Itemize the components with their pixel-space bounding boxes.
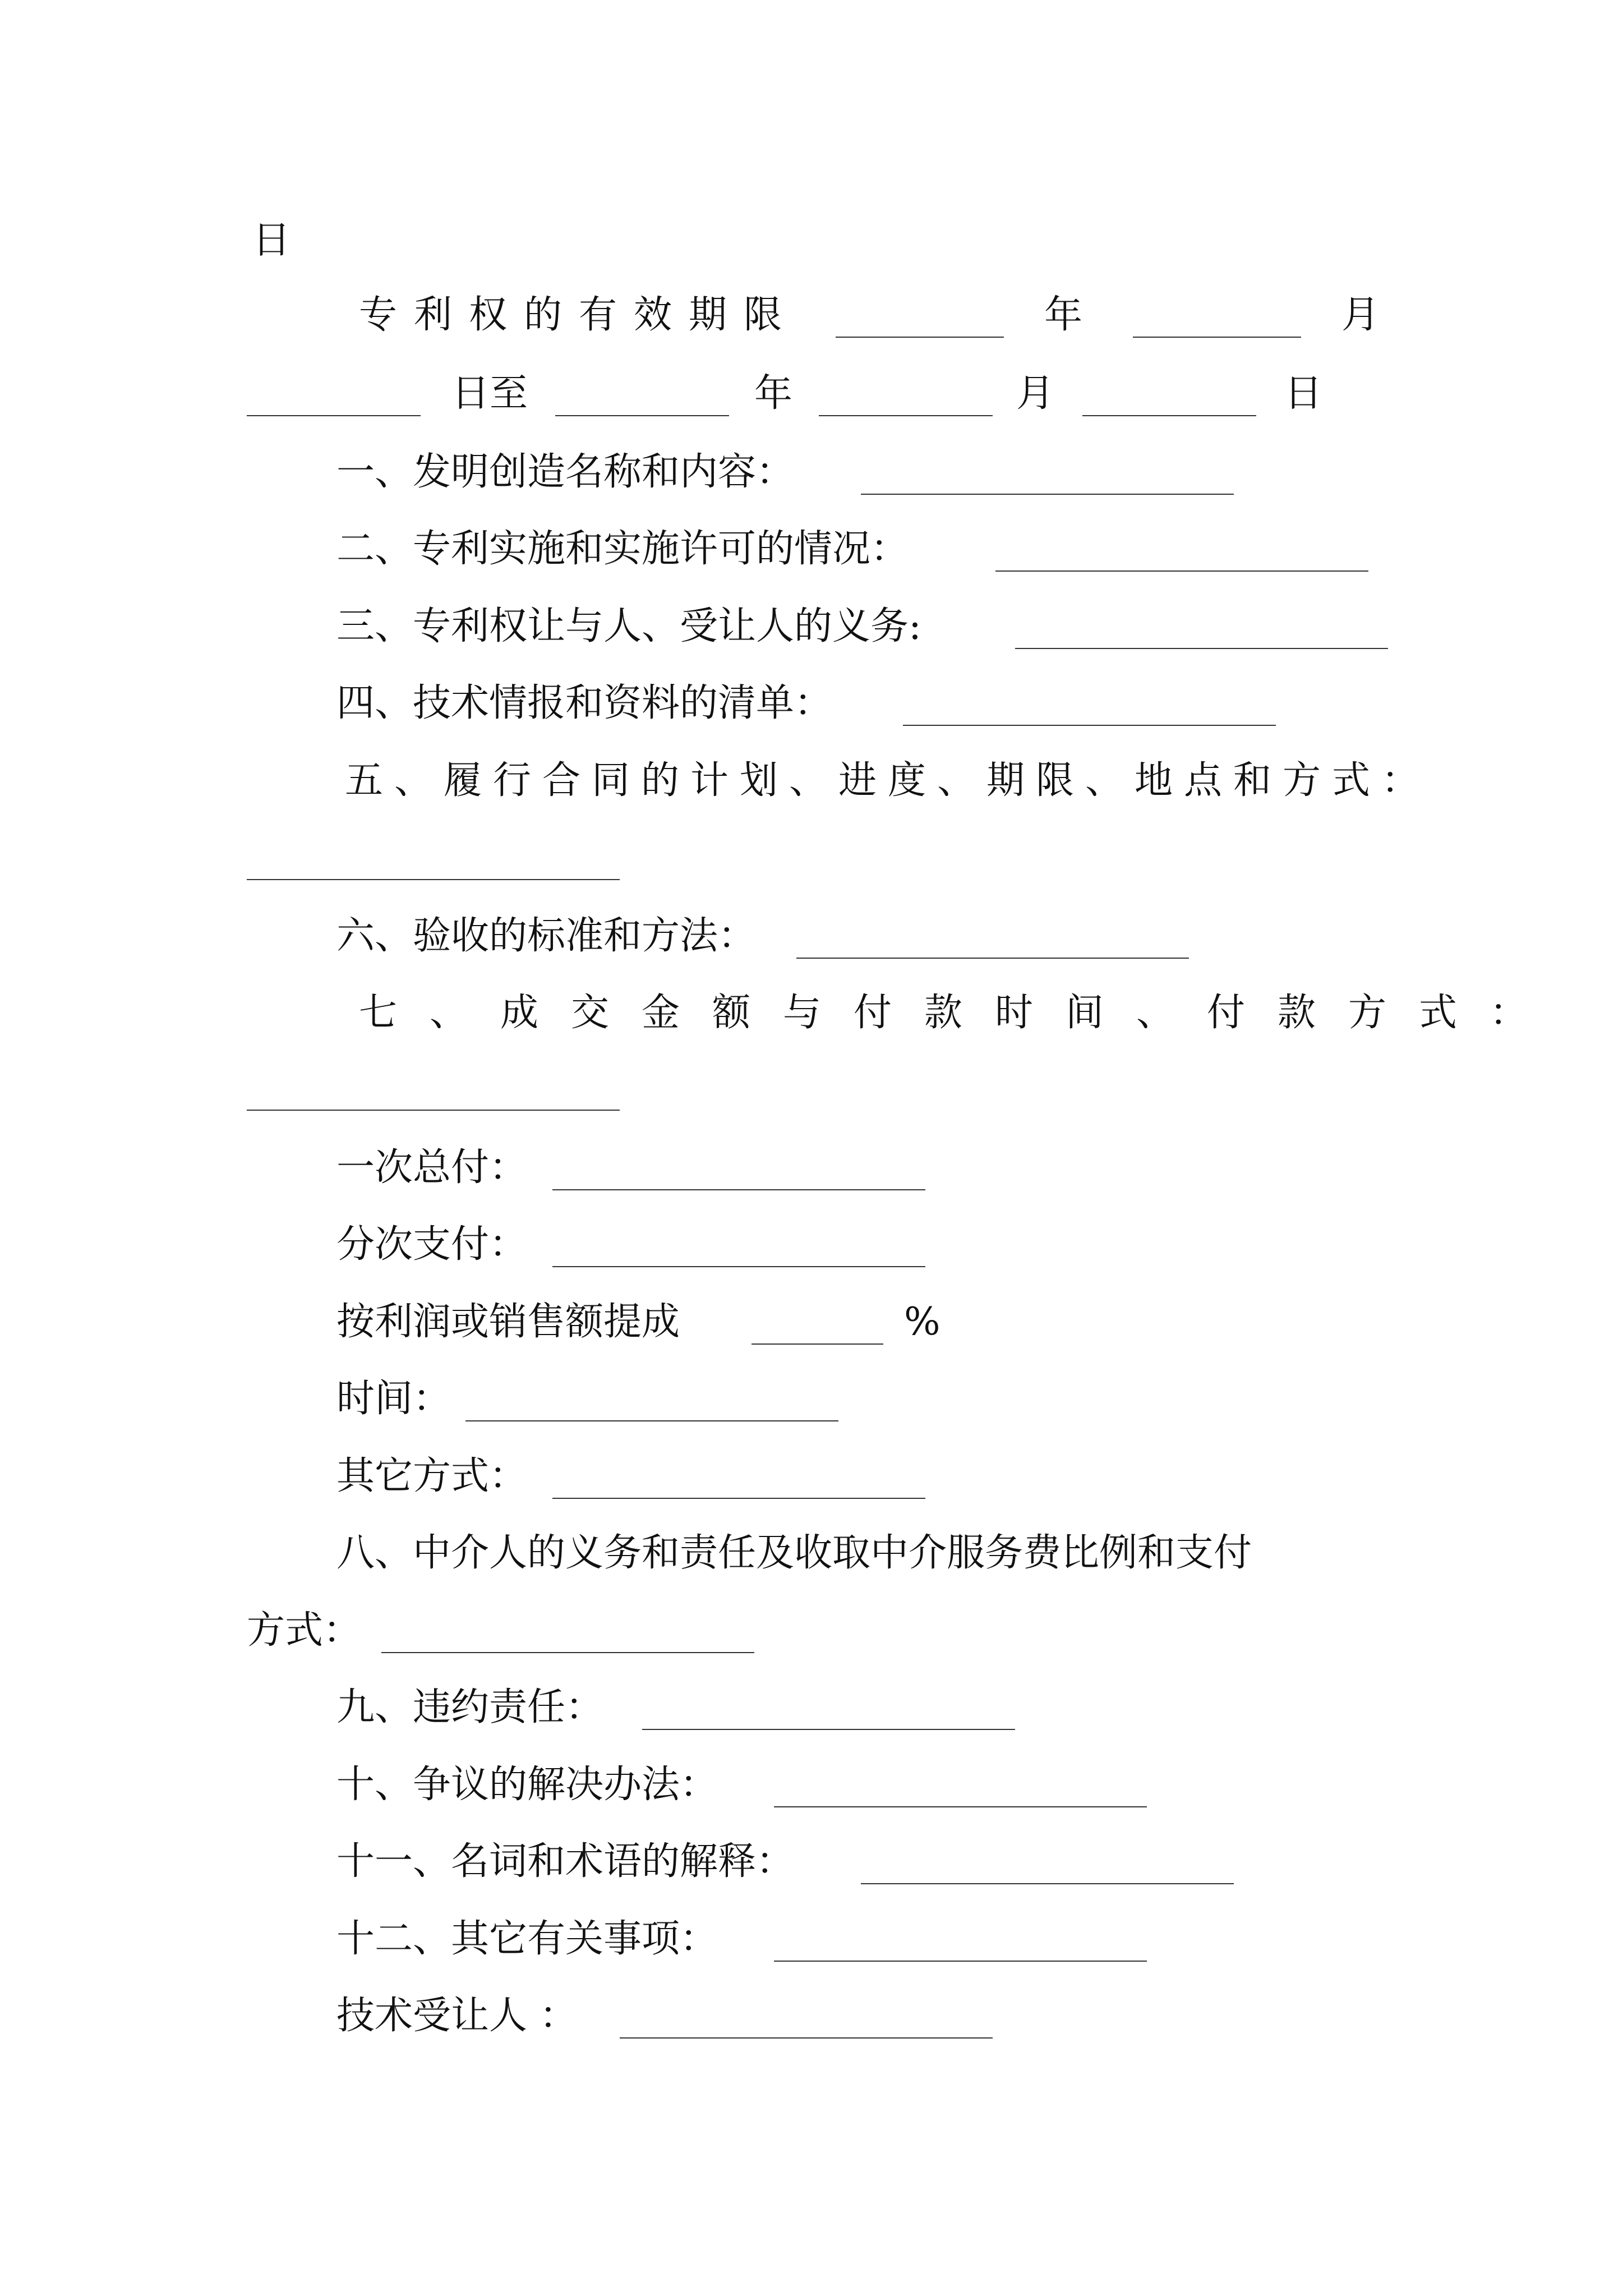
item-7-label: 七、成交金额与付款时间、付款方式： [359,991,1561,1035]
text-ri: 日 [252,218,291,263]
signature-blank[interactable] [620,2037,993,2039]
item-7-blank[interactable] [247,1110,620,1111]
month-label: 月 [1341,293,1380,337]
pay-lump-label: 一次总付： [336,1145,528,1190]
pay-installment-label: 分次支付： [336,1222,528,1267]
item-8-blank[interactable] [381,1652,754,1653]
item-11-label: 十一、名词和术语的解释： [336,1839,795,1884]
day-to-label: 日至 [451,371,528,416]
pay-lump-blank[interactable] [552,1189,925,1190]
item-5-label: 五、履行合同的计划、进度、期限、地点和方式： [345,758,1431,803]
validity-label: 专利权的有效期限 [359,293,799,337]
signature-label: 技术受让人 ： [336,1994,578,2038]
pay-other-label: 其它方式： [336,1454,528,1498]
item-9-blank[interactable] [642,1729,1015,1730]
pay-royalty-label: 按利润或销售额提成 [336,1300,680,1344]
item-9-label: 九、违约责任： [336,1685,604,1729]
blank-end-month[interactable] [819,415,993,416]
item-3-blank[interactable] [1015,648,1388,649]
item-4-blank[interactable] [903,725,1276,726]
item-5-blank[interactable] [247,879,620,880]
item-12-blank[interactable] [774,1961,1147,1962]
year-label: 年 [1044,293,1083,337]
item-2-label: 二、专利实施和实施许可的情况： [336,527,909,571]
blank-start-year[interactable] [836,337,1004,338]
year2-label: 年 [754,371,793,416]
blank-end-day[interactable] [1082,415,1256,416]
item-10-label: 十、争议的解决办法： [336,1763,718,1807]
pay-other-blank[interactable] [552,1498,925,1499]
item-6-blank[interactable] [796,958,1189,959]
item-1-blank[interactable] [861,494,1234,495]
pay-time-label: 时间： [336,1377,451,1421]
day2-label: 日 [1284,371,1323,416]
item-8-label: 八、中介人的义务和责任及收取中介服务费比例和支付 [336,1531,1252,1575]
item-2-blank[interactable] [995,570,1368,572]
item-3-label: 三、专利权让与人、受让人的义务: [336,604,921,648]
item-11-blank[interactable] [861,1883,1234,1884]
item-1-label: 一、发明创造名称和内容： [336,450,795,494]
item-10-blank[interactable] [774,1806,1147,1807]
item-6-label: 六、验收的标准和方法： [336,914,757,958]
month2-label: 月 [1016,371,1055,416]
blank-start-day[interactable] [247,415,421,416]
item-12-label: 十二、其它有关事项： [336,1917,718,1961]
pay-installment-blank[interactable] [552,1266,925,1267]
item-8-label-cont: 方式： [247,1608,362,1653]
pay-time-blank[interactable] [465,1420,838,1421]
blank-end-year[interactable] [555,415,729,416]
item-4-label: 四、技术情报和资料的清单： [336,681,833,725]
pay-royalty-unit: % [904,1300,940,1344]
blank-start-month[interactable] [1133,337,1301,338]
pay-royalty-blank[interactable] [751,1343,883,1345]
